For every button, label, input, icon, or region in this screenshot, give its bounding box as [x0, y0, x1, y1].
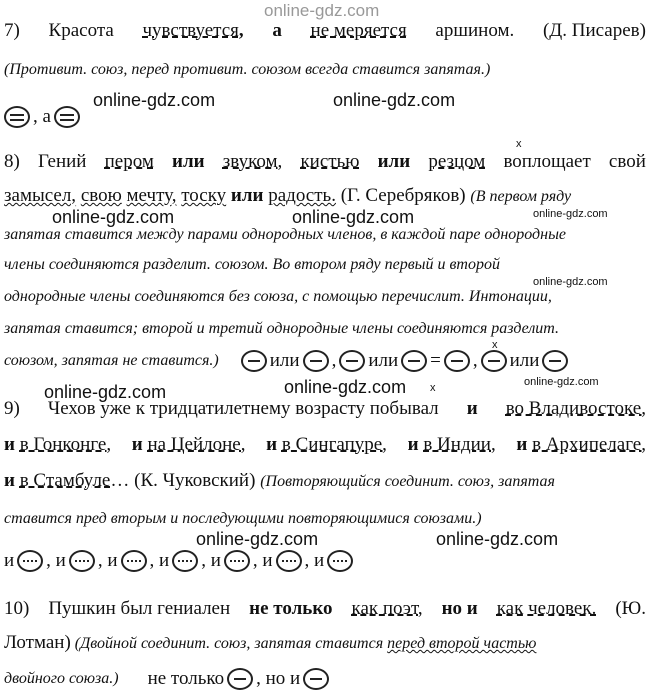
explanation-7: (Противит. союз, перед противит. союзом всегда ставится запятая.) — [4, 61, 491, 78]
dashed-circle-icon — [303, 668, 329, 690]
watermark: online-gdz.com — [292, 207, 415, 227]
word: аршином. — [435, 20, 515, 41]
conjunction: а — [272, 20, 282, 41]
scheme-10: двойного союза.) не только , но и — [4, 668, 646, 690]
item-number-8: 8) — [4, 151, 20, 172]
item-number-9: 9) — [4, 398, 20, 419]
dashed-circle-icon — [227, 668, 253, 690]
sentence-7: 7) Красота чувствуется, а не меряется аршином. (Д. Писарев) — [4, 20, 646, 41]
item-number-7: 7) — [4, 20, 20, 41]
scheme-9: и , и , и , и , и , и , и — [4, 550, 646, 572]
watermark: online-gdz.com — [524, 376, 599, 388]
word: Красота — [48, 20, 114, 41]
dashed-circle-icon — [241, 350, 267, 372]
item-number-10: 10) — [4, 598, 30, 619]
double-line-circle-icon — [4, 106, 30, 128]
predicate: чувствуется — [142, 20, 239, 41]
dashed-circle-icon — [401, 350, 427, 372]
sentence-9-line1: 9) Чехов уже к тридцатилетнему возрасту побывал и во Владивостоке, — [4, 398, 646, 419]
dashed-circle-icon — [481, 350, 507, 372]
watermark: online-gdz.com — [284, 377, 407, 397]
dashed-circle-icon — [444, 350, 470, 372]
scheme-7: , а — [4, 106, 646, 128]
sentence-10-line1: 10) Пушкин был гениален не только как поэт, но и как человек. (Ю. — [4, 598, 646, 619]
dash-dot-circle-icon — [276, 550, 302, 572]
dash-dot-circle-icon — [172, 550, 198, 572]
sentence-9-line2: и в Гонконге, и на Цейлоне, и в Сингапуре, и в Индии, и в Архипелаге, — [4, 434, 646, 455]
watermark: online-gdz.com — [436, 529, 559, 549]
mark-x: x — [516, 138, 522, 150]
dashed-circle-icon — [542, 350, 568, 372]
sentence-8-line1: 8) Гений пером или звуком, кистью или резцом воплощает свой — [4, 151, 646, 172]
dash-dot-circle-icon — [327, 550, 353, 572]
mark-x: x — [492, 339, 498, 351]
dash-dot-circle-icon — [69, 550, 95, 572]
watermark: online-gdz.com — [44, 382, 167, 402]
watermark: online-gdz.com — [533, 276, 608, 288]
explanation-9: ставится пред вторым и последующими повторяющимися союзами.) — [4, 510, 482, 527]
dash-dot-circle-icon — [121, 550, 147, 572]
dashed-circle-icon — [339, 350, 365, 372]
dash-dot-circle-icon — [17, 550, 43, 572]
dashed-circle-icon — [303, 350, 329, 372]
watermark: online-gdz.com — [52, 207, 175, 227]
double-line-circle-icon — [54, 106, 80, 128]
sentence-9-line3: и в Стамбуле… (К. Чуковский) (Повторяющийся соединит. союз, запятая — [4, 470, 555, 491]
sentence-10-line2: Лотман) (Двойной соединит. союз, запятая ставится перед второй частью — [4, 632, 537, 653]
watermark: online-gdz.com — [533, 208, 608, 220]
author: (Д. Писарев) — [542, 20, 646, 41]
predicate: не меряется — [310, 20, 407, 41]
scheme-8: союзом, запятая не ставится.) или , или = , или — [4, 350, 646, 372]
watermark: online-gdz.com — [196, 529, 319, 549]
watermark: online-gdz.com — [333, 90, 456, 110]
mark-x: x — [430, 382, 436, 394]
dash-dot-circle-icon — [224, 550, 250, 572]
explanation-8: запятая ставится между парами однородных членов, в каждой паре однородные — [4, 226, 567, 243]
sentence-8-line2: замысел, свою мечту, тоску или радость. (Г. Серебряков) (В первом ряду — [4, 185, 572, 206]
watermark: online-gdz.com — [93, 90, 216, 110]
watermark-top: online-gdz.com — [264, 1, 380, 20]
